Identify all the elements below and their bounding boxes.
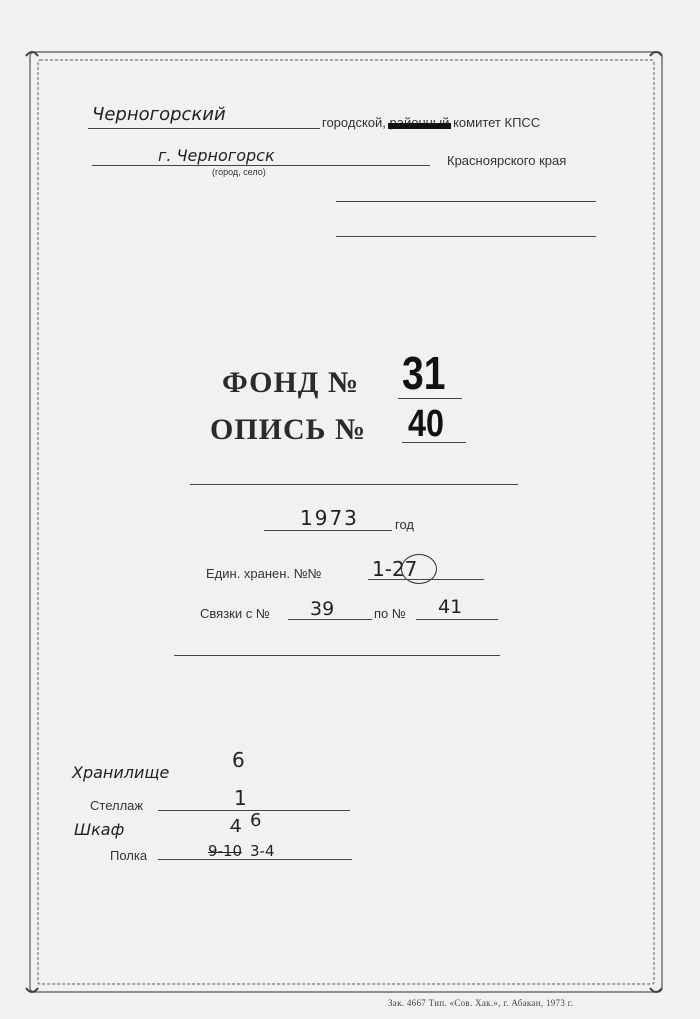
separator-line-top — [190, 484, 518, 485]
year-handwritten: 1973 — [300, 506, 359, 530]
bundles-from-line — [288, 619, 372, 620]
printer-imprint: Зак. 4667 Тип. «Сов. Хак.», г. Абакан, 1973 г. — [388, 998, 574, 1008]
committee-text — [322, 115, 540, 130]
storage-units-value: 1-27 — [372, 557, 418, 581]
blank-line-2 — [336, 236, 596, 237]
fond-number: 31 — [402, 347, 446, 399]
storage-units-line — [368, 579, 484, 580]
storage-label-handwritten: Хранилище — [72, 763, 170, 782]
committee-name-line — [88, 128, 320, 129]
bundles-to-line — [416, 619, 498, 620]
city-caption: (город, село) — [212, 167, 266, 177]
shelf-value-struck: 9-10 — [208, 842, 243, 860]
shelf-label: Полка — [110, 848, 148, 863]
separator-line-bottom — [174, 655, 500, 656]
storage-value: 6 — [232, 748, 245, 772]
rack-label: Стеллаж — [90, 798, 144, 813]
opis-label: ОПИСЬ № — [210, 413, 367, 446]
storage-units-label: Един. хранен. №№ — [206, 566, 322, 581]
shelf-line — [158, 859, 352, 860]
cabinet-value-struck: 4 — [230, 816, 242, 837]
city-line — [92, 165, 430, 166]
cabinet-label-handwritten: Шкаф — [74, 820, 125, 839]
bundles-from-value: 39 — [310, 598, 335, 620]
blank-line-1 — [336, 201, 596, 202]
fond-label: ФОНД № — [222, 366, 360, 399]
year-suffix: год — [395, 517, 414, 532]
city-handwritten: г. Черногорск — [158, 146, 275, 165]
committee-suffix: комитет КПСС — [453, 115, 541, 130]
opis-number: 40 — [408, 403, 444, 445]
year-line — [264, 530, 392, 531]
cabinet-value: 6 — [250, 810, 262, 831]
committee-type-label: городской, — [322, 115, 386, 130]
struck-word: районный — [389, 115, 450, 130]
bundles-from-label: Связки с № — [200, 606, 270, 621]
committee-name-handwritten: Черногорский — [92, 104, 226, 125]
rack-value: 1 — [234, 786, 247, 810]
opis-number-line — [402, 442, 466, 443]
shelf-value: 3-4 — [250, 842, 275, 860]
bundles-to-label: по № — [374, 606, 406, 621]
bundles-to-value: 41 — [438, 596, 463, 618]
region-label: Красноярского края — [447, 153, 567, 168]
fond-number-line — [398, 398, 462, 399]
